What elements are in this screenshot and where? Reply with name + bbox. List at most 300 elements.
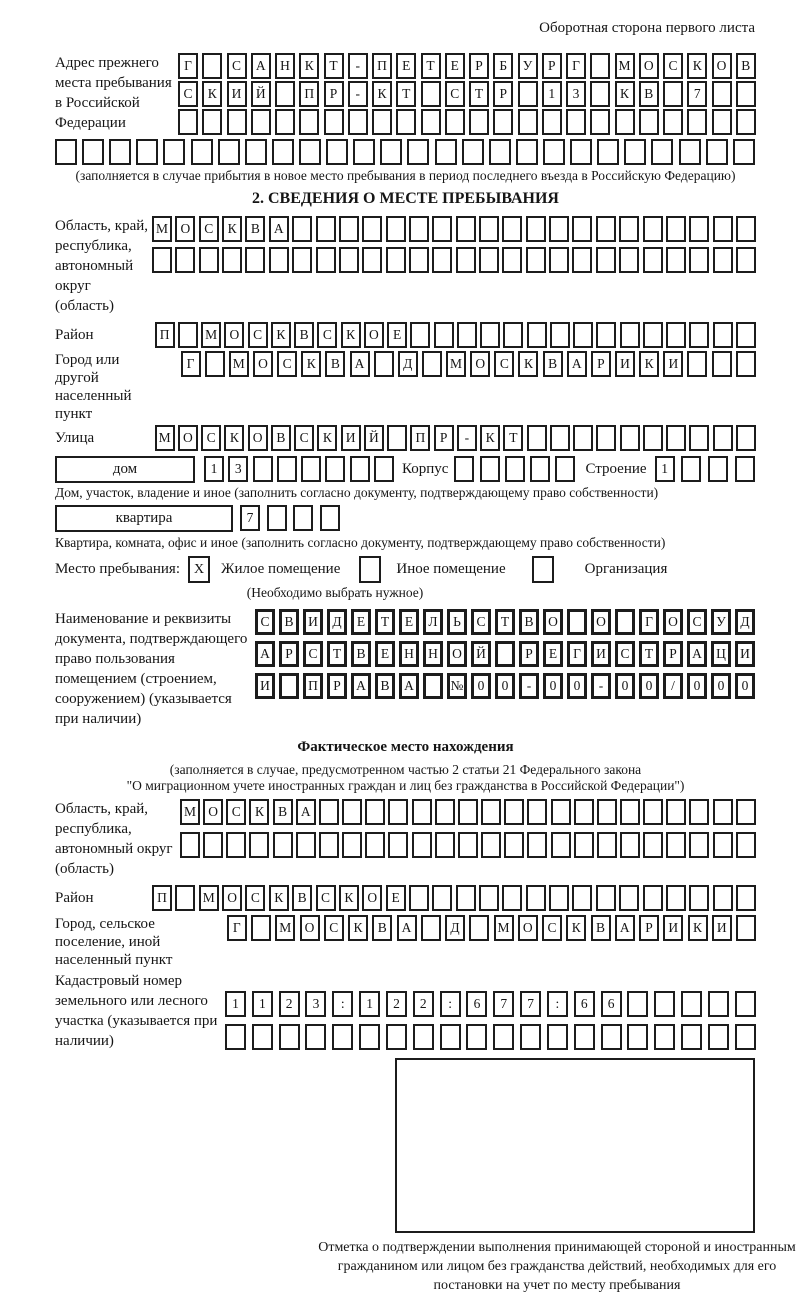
char-box[interactable]: Н [275,53,295,79]
char-box[interactable]: С [245,885,265,911]
char-box[interactable]: К [480,425,500,451]
char-box[interactable]: 7 [240,505,260,531]
char-box[interactable]: № [447,673,467,699]
char-box[interactable]: И [663,915,683,941]
char-box[interactable]: В [639,81,659,107]
char-box[interactable] [615,109,635,135]
char-box[interactable] [570,139,592,165]
char-box[interactable] [689,322,709,348]
char-box[interactable] [597,799,617,825]
char-box[interactable]: Г [566,53,586,79]
char-box[interactable]: С [471,609,491,635]
char-box[interactable]: 6 [466,991,487,1017]
char-box[interactable] [480,456,500,482]
char-box[interactable] [479,247,499,273]
char-box[interactable]: М [494,915,514,941]
char-box[interactable]: О [364,322,384,348]
char-box[interactable] [412,799,432,825]
char-box[interactable]: М [180,799,200,825]
char-box[interactable] [596,216,616,242]
char-box[interactable] [299,139,321,165]
char-box[interactable] [681,456,701,482]
char-box[interactable] [551,799,571,825]
char-box[interactable]: Е [396,53,416,79]
char-box[interactable] [627,991,648,1017]
char-box[interactable] [713,322,733,348]
char-box[interactable] [713,216,733,242]
char-box[interactable] [713,425,733,451]
char-box[interactable]: С [255,609,275,635]
char-box[interactable]: С [226,799,246,825]
char-box[interactable]: О [591,609,611,635]
char-box[interactable] [480,322,500,348]
char-box[interactable]: / [663,673,683,699]
char-box[interactable]: О [178,425,198,451]
char-box[interactable]: А [567,351,587,377]
char-box[interactable] [572,885,592,911]
char-box[interactable]: М [615,53,635,79]
char-box[interactable]: Т [503,425,523,451]
char-box[interactable]: В [519,609,539,635]
char-box[interactable] [574,1024,595,1050]
char-box[interactable]: К [222,216,242,242]
char-box[interactable] [348,109,368,135]
char-box[interactable] [342,832,362,858]
char-box[interactable]: В [294,322,314,348]
char-box[interactable] [163,139,185,165]
char-box[interactable] [526,247,546,273]
char-box[interactable] [301,456,321,482]
char-box[interactable] [624,139,646,165]
char-box[interactable] [252,1024,273,1050]
char-box[interactable] [573,322,593,348]
char-box[interactable]: О [639,53,659,79]
char-box[interactable] [365,832,385,858]
char-box[interactable] [339,216,359,242]
char-box[interactable] [567,609,587,635]
char-box[interactable] [386,247,406,273]
char-box[interactable]: Б [493,53,513,79]
char-box[interactable] [292,216,312,242]
char-box[interactable] [615,609,635,635]
char-box[interactable]: 1 [655,456,675,482]
char-box[interactable] [527,832,547,858]
char-box[interactable] [736,109,756,135]
char-box[interactable] [572,216,592,242]
char-box[interactable]: К [224,425,244,451]
char-box[interactable] [136,139,158,165]
char-box[interactable] [421,109,441,135]
char-box[interactable] [597,139,619,165]
char-box[interactable] [413,1024,434,1050]
char-box[interactable]: К [688,915,708,941]
char-box[interactable]: К [639,351,659,377]
char-box[interactable]: Т [495,609,515,635]
char-box[interactable] [152,247,172,273]
char-box[interactable]: С [178,81,198,107]
char-box[interactable]: О [224,322,244,348]
char-box[interactable] [421,81,441,107]
char-box[interactable]: Е [375,641,395,667]
char-box[interactable]: К [518,351,538,377]
char-box[interactable]: К [372,81,392,107]
char-box[interactable] [681,991,702,1017]
char-box[interactable] [590,109,610,135]
char-box[interactable] [736,351,756,377]
char-box[interactable] [736,832,756,858]
char-box[interactable] [275,109,295,135]
char-box[interactable] [639,109,659,135]
char-box[interactable] [687,109,707,135]
char-box[interactable]: В [245,216,265,242]
char-box[interactable]: С [199,216,219,242]
char-box[interactable]: М [229,351,249,377]
organization-checkbox[interactable] [532,556,554,583]
char-box[interactable]: В [279,609,299,635]
char-box[interactable]: А [351,673,371,699]
char-box[interactable]: Д [445,915,465,941]
char-box[interactable] [191,139,213,165]
char-box[interactable]: О [663,609,683,635]
char-box[interactable] [324,109,344,135]
char-box[interactable] [353,139,375,165]
char-box[interactable] [493,1024,514,1050]
char-box[interactable]: Р [469,53,489,79]
char-box[interactable] [396,109,416,135]
char-box[interactable] [530,456,550,482]
char-box[interactable]: Р [639,915,659,941]
char-box[interactable] [432,885,452,911]
char-box[interactable]: О [222,885,242,911]
char-box[interactable] [689,832,709,858]
char-box[interactable] [596,322,616,348]
char-box[interactable] [713,832,733,858]
char-box[interactable]: П [299,81,319,107]
char-box[interactable] [374,456,394,482]
char-box[interactable]: 0 [711,673,731,699]
char-box[interactable] [456,247,476,273]
char-box[interactable]: С [303,641,323,667]
char-box[interactable]: В [543,351,563,377]
char-box[interactable] [543,139,565,165]
char-box[interactable]: Д [735,609,755,635]
char-box[interactable] [590,53,610,79]
char-box[interactable] [712,351,732,377]
char-box[interactable] [305,1024,326,1050]
other-premises-checkbox[interactable] [359,556,381,583]
char-box[interactable] [643,247,663,273]
char-box[interactable]: 0 [735,673,755,699]
char-box[interactable]: П [410,425,430,451]
char-box[interactable] [109,139,131,165]
char-box[interactable] [409,247,429,273]
char-box[interactable] [627,1024,648,1050]
char-box[interactable] [689,799,709,825]
char-box[interactable] [435,799,455,825]
char-box[interactable] [736,425,756,451]
char-box[interactable]: С [317,322,337,348]
char-box[interactable]: О [712,53,732,79]
char-box[interactable]: 0 [495,673,515,699]
char-box[interactable]: Р [279,641,299,667]
char-box[interactable] [199,247,219,273]
char-box[interactable] [549,247,569,273]
char-box[interactable]: С [227,53,247,79]
char-box[interactable]: С [201,425,221,451]
char-box[interactable] [601,1024,622,1050]
char-box[interactable] [469,109,489,135]
char-box[interactable] [435,139,457,165]
char-box[interactable]: К [566,915,586,941]
char-box[interactable]: К [269,885,289,911]
char-box[interactable] [736,885,756,911]
char-box[interactable] [619,885,639,911]
char-box[interactable] [643,425,663,451]
char-box[interactable] [706,139,728,165]
char-box[interactable]: 7 [687,81,707,107]
char-box[interactable]: : [440,991,461,1017]
char-box[interactable] [689,885,709,911]
char-box[interactable] [713,247,733,273]
char-box[interactable]: Т [375,609,395,635]
char-box[interactable] [203,832,223,858]
char-box[interactable]: М [152,216,172,242]
char-box[interactable] [440,1024,461,1050]
char-box[interactable]: С [494,351,514,377]
char-box[interactable] [458,832,478,858]
char-box[interactable]: И [591,641,611,667]
char-box[interactable] [277,456,297,482]
char-box[interactable]: В [271,425,291,451]
char-box[interactable] [643,832,663,858]
char-box[interactable] [526,885,546,911]
char-box[interactable] [407,139,429,165]
char-box[interactable]: С [248,322,268,348]
char-box[interactable] [362,247,382,273]
char-box[interactable]: Р [519,641,539,667]
char-box[interactable] [666,216,686,242]
char-box[interactable]: Е [387,322,407,348]
char-box[interactable] [549,885,569,911]
char-box[interactable] [643,885,663,911]
char-box[interactable] [319,832,339,858]
char-box[interactable] [527,322,547,348]
char-box[interactable] [422,351,442,377]
char-box[interactable] [205,351,225,377]
char-box[interactable] [572,247,592,273]
char-box[interactable]: 3 [228,456,248,482]
char-box[interactable]: 1 [359,991,380,1017]
char-box[interactable]: Е [351,609,371,635]
char-box[interactable] [296,832,316,858]
char-box[interactable]: Г [181,351,201,377]
char-box[interactable] [551,832,571,858]
char-box[interactable] [386,216,406,242]
char-box[interactable] [320,505,340,531]
char-box[interactable]: К [341,322,361,348]
char-box[interactable]: 0 [567,673,587,699]
char-box[interactable] [547,1024,568,1050]
char-box[interactable] [736,81,756,107]
char-box[interactable] [316,216,336,242]
char-box[interactable] [493,109,513,135]
char-box[interactable]: : [332,991,353,1017]
char-box[interactable]: Д [398,351,418,377]
char-box[interactable]: В [325,351,345,377]
char-box[interactable]: М [446,351,466,377]
char-box[interactable]: Т [396,81,416,107]
char-box[interactable]: Ц [711,641,731,667]
char-box[interactable]: К [271,322,291,348]
char-box[interactable]: Й [471,641,491,667]
char-box[interactable] [251,109,271,135]
char-box[interactable] [735,1024,756,1050]
char-box[interactable]: Т [324,53,344,79]
char-box[interactable] [178,322,198,348]
char-box[interactable] [687,351,707,377]
char-box[interactable]: А [269,216,289,242]
char-box[interactable]: О [447,641,467,667]
char-box[interactable]: И [303,609,323,635]
char-box[interactable] [267,505,287,531]
char-box[interactable]: И [255,673,275,699]
char-box[interactable] [292,247,312,273]
char-box[interactable] [736,915,756,941]
char-box[interactable] [82,139,104,165]
char-box[interactable] [735,991,756,1017]
char-box[interactable]: А [615,915,635,941]
char-box[interactable] [708,1024,729,1050]
char-box[interactable]: К [249,799,269,825]
char-box[interactable] [423,673,443,699]
char-box[interactable] [279,1024,300,1050]
char-box[interactable]: 0 [687,673,707,699]
char-box[interactable]: А [397,915,417,941]
char-box[interactable] [516,139,538,165]
char-box[interactable] [380,139,402,165]
char-box[interactable] [574,799,594,825]
char-box[interactable] [505,456,525,482]
char-box[interactable]: О [362,885,382,911]
char-box[interactable]: И [735,641,755,667]
char-box[interactable]: Г [178,53,198,79]
char-box[interactable]: О [518,915,538,941]
char-box[interactable] [432,216,452,242]
char-box[interactable]: М [155,425,175,451]
char-box[interactable] [520,1024,541,1050]
char-box[interactable]: А [296,799,316,825]
char-box[interactable] [180,832,200,858]
char-box[interactable]: Р [591,351,611,377]
char-box[interactable] [733,139,755,165]
char-box[interactable]: О [248,425,268,451]
char-box[interactable]: В [351,641,371,667]
char-box[interactable] [504,799,524,825]
char-box[interactable] [432,247,452,273]
char-box[interactable] [273,832,293,858]
char-box[interactable] [712,109,732,135]
char-box[interactable] [251,915,271,941]
char-box[interactable]: 6 [574,991,595,1017]
char-box[interactable]: П [155,322,175,348]
char-box[interactable] [654,1024,675,1050]
char-box[interactable] [456,885,476,911]
char-box[interactable]: А [687,641,707,667]
char-box[interactable]: К [301,351,321,377]
char-box[interactable] [435,832,455,858]
char-box[interactable] [316,247,336,273]
char-box[interactable]: В [375,673,395,699]
char-box[interactable] [596,885,616,911]
char-box[interactable] [573,425,593,451]
char-box[interactable]: - [348,81,368,107]
char-box[interactable]: С [324,915,344,941]
char-box[interactable]: В [736,53,756,79]
char-box[interactable] [542,109,562,135]
char-box[interactable] [293,505,313,531]
char-box[interactable]: К [348,915,368,941]
char-box[interactable]: 1 [204,456,224,482]
char-box[interactable]: Р [663,641,683,667]
char-box[interactable] [275,81,295,107]
char-box[interactable]: С [663,53,683,79]
char-box[interactable] [566,109,586,135]
char-box[interactable] [481,799,501,825]
char-box[interactable]: Т [639,641,659,667]
char-box[interactable] [469,915,489,941]
char-box[interactable]: Е [543,641,563,667]
char-box[interactable] [175,247,195,273]
char-box[interactable] [372,109,392,135]
char-box[interactable]: О [203,799,223,825]
char-box[interactable]: П [152,885,172,911]
char-box[interactable] [526,216,546,242]
char-box[interactable] [597,832,617,858]
char-box[interactable] [643,322,663,348]
char-box[interactable]: 3 [305,991,326,1017]
char-box[interactable] [479,885,499,911]
char-box[interactable] [479,216,499,242]
char-box[interactable] [708,456,728,482]
char-box[interactable]: 2 [279,991,300,1017]
char-box[interactable] [410,322,430,348]
char-box[interactable]: Г [567,641,587,667]
char-box[interactable] [666,322,686,348]
char-box[interactable] [736,799,756,825]
char-box[interactable]: Е [386,885,406,911]
char-box[interactable]: А [399,673,419,699]
char-box[interactable] [689,216,709,242]
char-box[interactable]: Р [327,673,347,699]
char-box[interactable]: К [317,425,337,451]
char-box[interactable] [620,832,640,858]
char-box[interactable]: Т [469,81,489,107]
char-box[interactable] [518,81,538,107]
char-box[interactable]: М [199,885,219,911]
char-box[interactable] [527,799,547,825]
char-box[interactable] [202,53,222,79]
char-box[interactable] [222,247,242,273]
char-box[interactable]: И [341,425,361,451]
char-box[interactable]: Т [421,53,441,79]
char-box[interactable]: Г [227,915,247,941]
char-box[interactable]: К [339,885,359,911]
char-box[interactable] [365,799,385,825]
char-box[interactable]: 1 [542,81,562,107]
char-box[interactable] [549,216,569,242]
char-box[interactable] [458,799,478,825]
char-box[interactable]: Г [639,609,659,635]
